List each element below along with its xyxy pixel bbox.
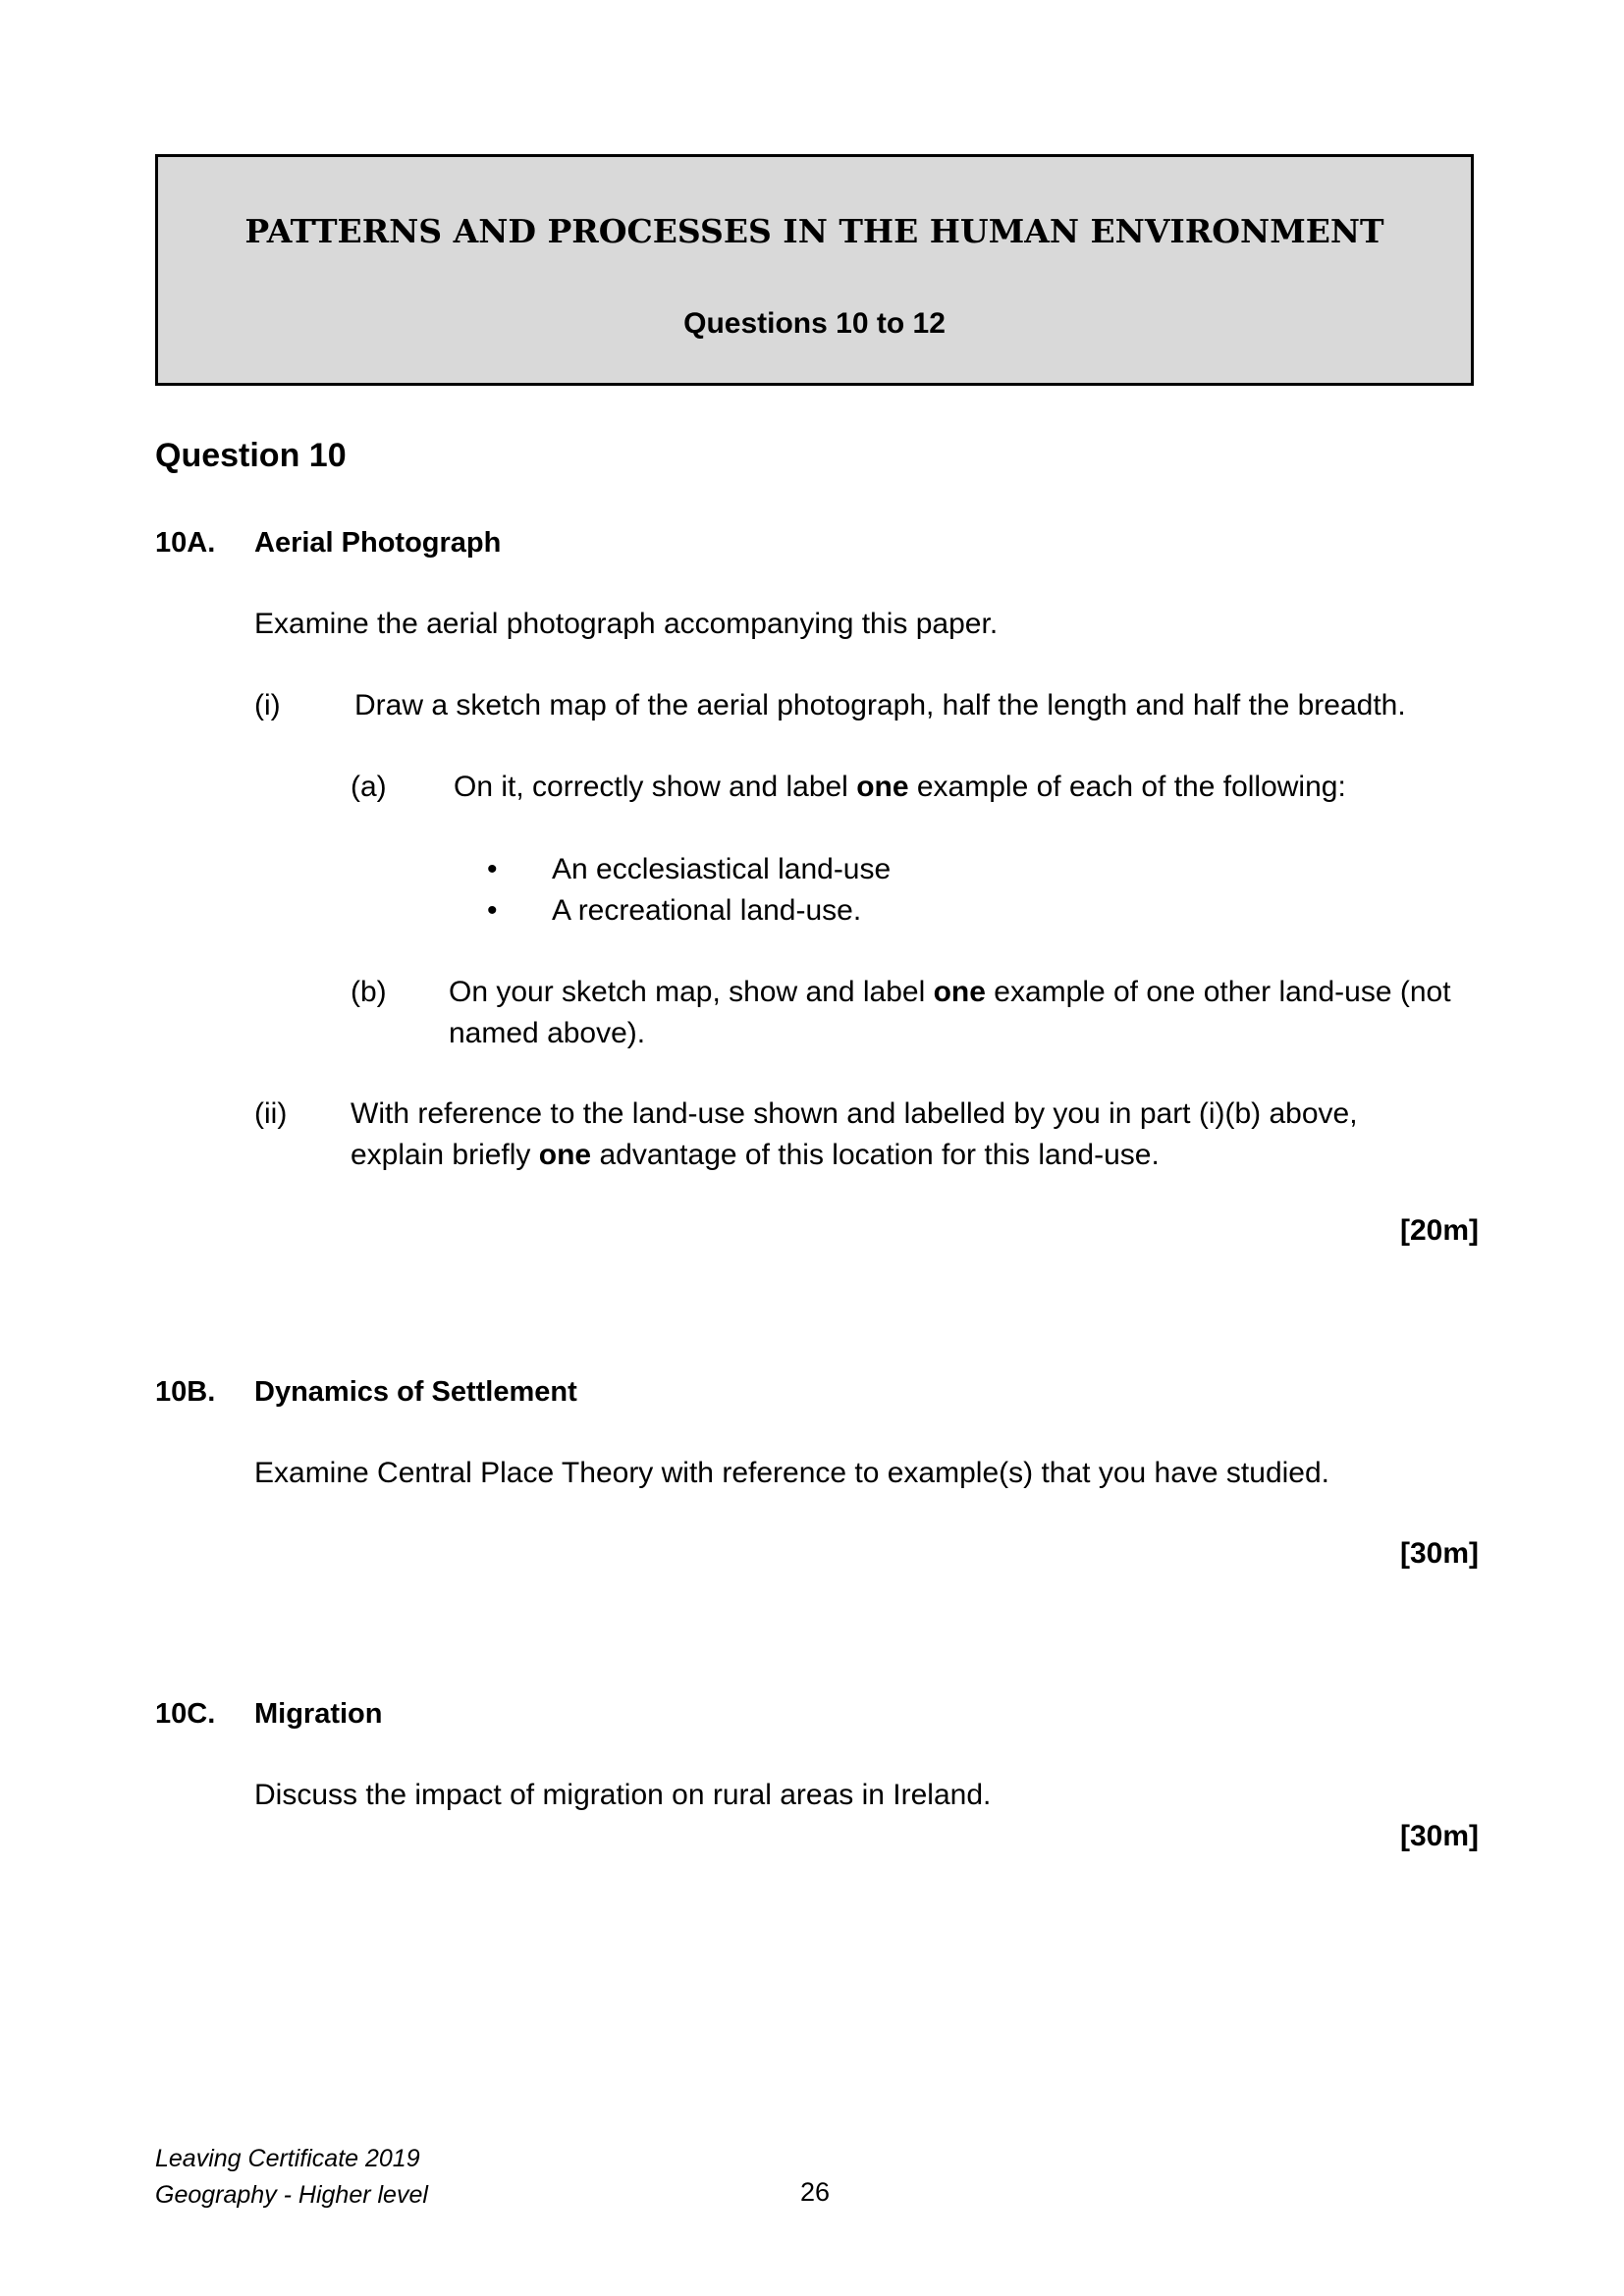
part-c-marks: [30m] xyxy=(1399,1820,1479,1852)
part-a-title: Aerial Photograph xyxy=(254,527,502,559)
item-i-label: (i) xyxy=(254,689,281,721)
bullet-item: An ecclesiastical land-use xyxy=(552,853,892,885)
item-ii-line2: explain briefly one advantage of this location for this land-use. xyxy=(351,1139,1160,1171)
part-a-intro: Examine the aerial photograph accompanying this paper. xyxy=(254,608,999,640)
part-c-text: Discuss the impact of migration on rural areas in Ireland. xyxy=(254,1779,992,1811)
part-c-title: Migration xyxy=(254,1698,383,1730)
item-ii-label: (ii) xyxy=(254,1097,288,1130)
part-c-code: 10C. xyxy=(155,1698,216,1730)
footer-subject-level: Geography - Higher level xyxy=(155,2181,428,2209)
item-a-text: On it, correctly show and label one example of each of the following: xyxy=(454,771,1346,803)
part-b-text: Examine Central Place Theory with reference to example(s) that you have studied. xyxy=(254,1457,1329,1489)
section-subtitle: Questions 10 to 12 xyxy=(683,307,946,340)
item-b-label: (b) xyxy=(351,976,387,1008)
part-b-title: Dynamics of Settlement xyxy=(254,1376,577,1408)
part-a-marks: [20m] xyxy=(1399,1214,1479,1247)
item-i-text: Draw a sketch map of the aerial photograph, half the length and half the breadth. xyxy=(354,689,1406,721)
section-header-box xyxy=(155,154,1474,386)
footer-exam-name: Leaving Certificate 2019 xyxy=(155,2145,420,2172)
item-b-line2: named above). xyxy=(449,1017,646,1049)
part-a-code: 10A. xyxy=(155,527,216,559)
page-number: 26 xyxy=(800,2177,831,2207)
question-title: Question 10 xyxy=(155,437,347,474)
bullet-dot: • xyxy=(487,853,498,885)
bullet-dot: • xyxy=(487,894,498,927)
item-ii-line1: With reference to the land-use shown and labelled by you in part (i)(b) above, xyxy=(351,1097,1358,1130)
item-a-label: (a) xyxy=(351,771,387,803)
section-title: PATTERNS AND PROCESSES IN THE HUMAN ENVIRONMENT xyxy=(244,212,1384,250)
item-b-line1: On your sketch map, show and label one example of one other land-use (not xyxy=(449,976,1451,1008)
part-b-marks: [30m] xyxy=(1399,1537,1479,1570)
part-b-code: 10B. xyxy=(155,1376,216,1408)
bullet-item: A recreational land-use. xyxy=(552,894,862,927)
